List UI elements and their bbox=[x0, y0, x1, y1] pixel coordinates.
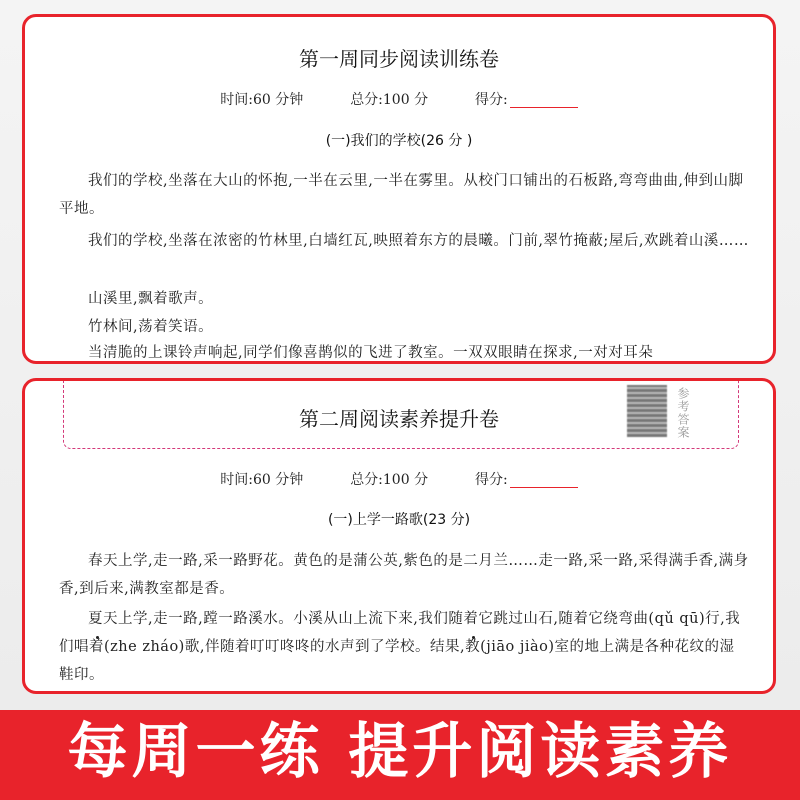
worksheet-week1 bbox=[22, 14, 776, 364]
section-heading: (一)我们的学校(26 分 ) bbox=[325, 133, 473, 149]
time-label: 时间:60 分钟 bbox=[220, 472, 304, 488]
dotted-character: 着 bbox=[89, 639, 104, 655]
paragraph bbox=[59, 339, 749, 364]
score-blank[interactable] bbox=[510, 473, 578, 488]
score-blank[interactable] bbox=[510, 93, 578, 108]
paragraph: 我们的学校,坐落在浓密的竹林里,白墙红瓦,映照着东方的晨曦。门前,翠竹掩蔽;屋后,欢跳着山溪…… bbox=[88, 233, 749, 249]
score-label: 得分: bbox=[474, 92, 508, 108]
worksheet-title: 第二周阅读素养提升卷 bbox=[299, 407, 499, 431]
section-heading: (一)上学一路歌(23 分) bbox=[327, 512, 471, 528]
total-label: 总分:100 分 bbox=[350, 92, 429, 108]
promo-banner: 每周一练 提升阅读素养 bbox=[67, 717, 733, 787]
paragraph: 我们的学校,坐落在大山的怀抱,一半在云里,一半在雾里。从校门口铺出的石板路,弯弯曲曲,伸到山脚平地。 bbox=[59, 173, 744, 217]
answer-key-label: 参考答案 bbox=[676, 387, 690, 439]
qr-code-icon[interactable] bbox=[627, 385, 667, 437]
paragraph-part: (jiāo jiào)室的地上满是各种花纹的湿鞋印。 bbox=[59, 639, 735, 683]
worksheet-title: 第一周同步阅读训练卷 bbox=[299, 47, 499, 71]
paragraph-part: 夏天上学,走一路,蹚一路溪水。小溪从山上流下来,我们随着它跳过山石,随着它绕弯曲(qǔ qū)行,我们唱 bbox=[59, 611, 741, 655]
score-label: 得分: bbox=[474, 472, 508, 488]
time-label: 时间:60 分钟 bbox=[220, 92, 304, 108]
paragraph bbox=[59, 605, 749, 689]
dotted-character: 教 bbox=[465, 639, 481, 655]
paragraph: 竹林间,荡着笑语。 bbox=[88, 319, 214, 335]
paragraph: 山溪里,飘着歌声。 bbox=[88, 291, 214, 307]
underlined-sentence: 当清脆的上课铃声响起,同学们像喜鹊似的飞进了教室。 bbox=[88, 345, 454, 361]
paragraph-part: (zhe zháo)歌,伴随着叮叮咚咚的水声到了学校。结果, bbox=[104, 639, 466, 655]
worksheet-meta bbox=[25, 469, 773, 489]
paragraph-rest: 一双双眼睛在探求,一对对耳朵 bbox=[453, 345, 654, 361]
paragraph: 春天上学,走一路,采一路野花。黄色的是蒲公英,紫色的是二月兰……走一路,采一路,采得满手香,满身香,到后来,满教室都是香。 bbox=[59, 553, 749, 597]
total-label: 总分:100 分 bbox=[350, 472, 429, 488]
worksheet-meta bbox=[25, 89, 773, 109]
worksheet-week2 bbox=[22, 378, 776, 694]
